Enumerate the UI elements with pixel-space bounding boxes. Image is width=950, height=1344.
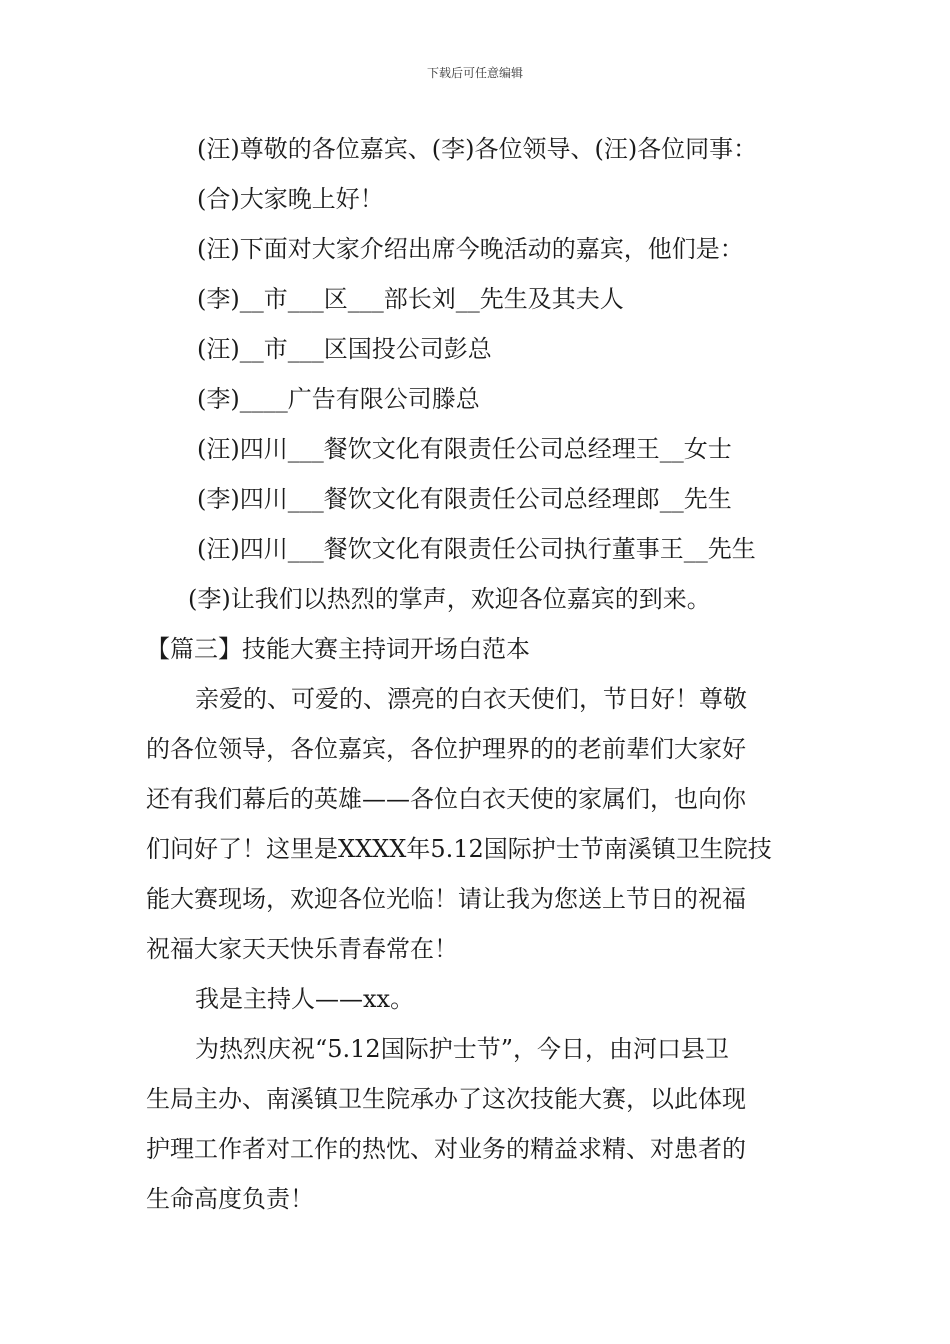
paragraph-line: 还有我们幕后的英雄——各位白衣天使的家属们，也向你 <box>146 785 746 813</box>
paragraph-line: 我是主持人——xx。 <box>195 985 415 1013</box>
section-title: 【篇三】技能大赛主持词开场白范本 <box>146 635 530 663</box>
paragraph-line: 能大赛现场，欢迎各位光临！请让我为您送上节日的祝福 <box>146 885 746 913</box>
paragraph-line: 生命高度负责！ <box>146 1185 314 1213</box>
dialogue-line: (李)____广告有限公司滕总 <box>197 385 480 413</box>
dialogue-line: (汪)尊敬的各位嘉宾、(李)各位领导、(汪)各位同事： <box>197 135 758 163</box>
dialogue-line: (汪)__市___区国投公司彭总 <box>197 335 492 363</box>
dialogue-line: (汪)四川___餐饮文化有限责任公司总经理王__女士 <box>197 435 732 463</box>
paragraph-line: 祝福大家天天快乐青春常在！ <box>146 935 458 963</box>
dialogue-line: (李)让我们以热烈的掌声，欢迎各位嘉宾的到来。 <box>188 585 711 613</box>
dialogue-line: (合)大家晚上好！ <box>197 185 384 213</box>
paragraph-line: 们问好了！这里是XXXX年5.12国际护士节南溪镇卫生院技 <box>146 835 772 863</box>
paragraph-line: 亲爱的、可爱的、漂亮的白衣天使们，节日好！尊敬 <box>195 685 747 713</box>
dialogue-line: (李)四川___餐饮文化有限责任公司总经理郎__先生 <box>197 485 732 513</box>
paragraph-line: 护理工作者对工作的热忱、对业务的精益求精、对患者的 <box>146 1135 746 1163</box>
dialogue-line: (汪)下面对大家介绍出席今晚活动的嘉宾，他们是： <box>197 235 744 263</box>
paragraph-line: 的各位领导，各位嘉宾，各位护理界的的老前辈们大家好 <box>146 735 746 763</box>
paragraph-line: 为热烈庆祝“5.12国际护士节”，今日，由河口县卫 <box>195 1035 729 1063</box>
page-header: 下载后可任意编辑 <box>426 66 523 80</box>
paragraph-line: 生局主办、南溪镇卫生院承办了这次技能大赛，以此体现 <box>146 1085 746 1113</box>
dialogue-line: (汪)四川___餐饮文化有限责任公司执行董事王__先生 <box>197 535 756 563</box>
dialogue-line: (李)__市___区___部长刘__先生及其夫人 <box>197 285 624 313</box>
